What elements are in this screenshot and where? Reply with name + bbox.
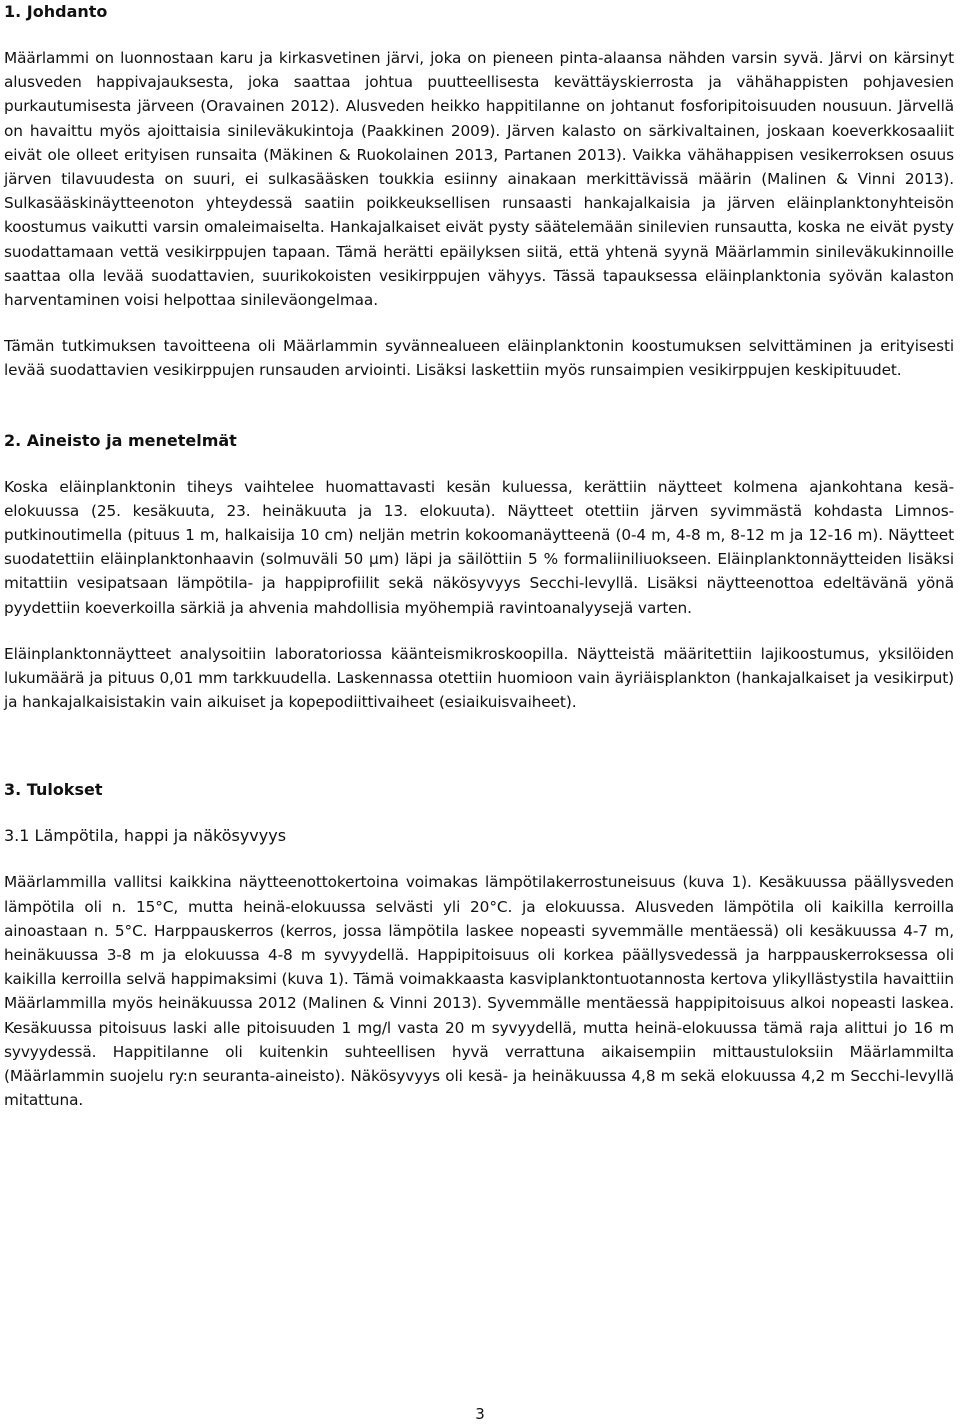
page-number: 3 <box>475 1405 485 1423</box>
section-heading-results: 3. Tulokset <box>4 780 103 800</box>
subsection-heading-temperature: 3.1 Lämpötila, happi ja näkösyvyys <box>4 826 287 846</box>
results-paragraph-1: Määrlammilla vallitsi kaikkina näytteenottokertoina voimakas lämpötilakerrostuneisuus (kuva 1). Kesäkuussa päällysveden lämpötila oli n. 15°C, mutta heinä-elokuussa selvästi yli 20°C. ja elokuussa. Alusveden lämpötila oli kaikilla kerroilla ainoastaan n. 5°C. Harppauskerros (kerros, jossa lämpötila laskee nopeasti syvemmälle mentäessä) oli kesäkuussa 4-7 m, heinäkuussa 3-8 m ja elokuussa 4-8 m syvyydellä. Happipitoisuus oli korkea päällysvedessä ja harppauskerroksessa oli kaikilla kerroilla selvä happimaksimi (kuva 1). Tämä voimakkaasta kasviplanktontuotannosta kertova ylikyllästystila havaittiin Määrlammilla myös heinäkuussa 2012 (Malinen & Vinni 2013). Syvemmälle mentäessä happipitoisuus alkoi nopeasti laskea. Kesäkuussa pitoisuus laski alle pitoisuuden 1 mg/l vasta 20 m syvyydellä, mutta heinä-elokuussa tämä raja alittui jo 16 m syvyydessä. Happitilanne oli kuitenkin suhteellisen hyvä verrattuna aikaisempiin mittaustuloksiin Määrlammilta (Määrlammin suojelu ry:n seuranta-aineisto). Näkösyvyys oli kesä- ja heinäkuussa 4,8 m sekä elokuussa 4,2 m Secchi-levyllä mitattuna. <box>4 873 954 1110</box>
methods-paragraph-1: Koska eläinplanktonin tiheys vaihtelee huomattavasti kesän kuluessa, kerättiin näytteet kolmena ajankohtana kesä-elokuussa (25. kesäkuuta, 23. heinäkuuta ja 13. elokuuta). Näytteet otettiin järven syvimmästä kohdasta Limnos-putkinoutimella (pituus 1 m, halkaisija 10 cm) neljän metrin kokoomanäytteenä (0-4 m, 4-8 m, 8-12 m ja 12-16 m). Näytteet suodatettiin eläinplanktonhaavin (solmuväli 50 µm) läpi ja säilöttiin 5 % formaliiniliuokseen. Eläinplanktonnäytteiden lisäksi mitattiin vesipatsaan lämpötila- ja happiprofiilit sekä näkösyvyys Secchi-levyllä. Lisäksi näytteenottoa edeltävänä yönä pyydettiin koeverkoilla särkiä ja ahvenia mahdollisia myöhempiä ravintoanalyysejä varten. <box>4 477 954 617</box>
section-heading-methods: 2. Aineisto ja menetelmät <box>4 430 237 450</box>
section-heading-intro: 1. Johdanto <box>4 2 108 21</box>
intro-paragraph-1: Määrlammi on luonnostaan karu ja kirkasvetinen järvi, joka on pieneen pinta-alaansa nähden varsin syvä. Järvi on kärsinyt alusveden happivajauksesta, joka saattaa johtua puutteellisesta kevättäyskierrosta ja vähähappisten pohjavesien purkautumisesta järveen (Oravainen 2012). Alusveden heikko happitilanne on johtanut fosforipitoisuuden nousuun. Järvellä on havaittu myös ajoittaisia sinileväkukintoja (Paakkinen 2009). Järven kalasto on särkivaltainen, joskaan koeverkkosaaliit eivät ole olleet erityisen runsaita (Mäkinen & Ruokolainen 2013, Partanen 2013). Vaikka vähähappisen vesikerroksen osuus järven tilavuudesta on suuri, ei sulkasääsken toukkia esiinny ainakaan merkittävissä määrin (Malinen & Vinni 2013). Sulkasääskinäytteenoton yhteydessä saatiin poikkeuksellisen runsaasti hankajalkaisia ja järven eläinplanktonyhteisön koostumus vaikutti varsin omaleimaiselta. Hankajalkaiset eivät pysty säätelemään sinilevien runsautta, koska ne eivät pysty suodattamaan vettä vesikirppujen tapaan. Tämä herätti epäilyksen siitä, että yhtenä syynä Määrlammin sinileväkukinnoille saattaa olla levää suodattavien, suurikokoisten vesikirppujen vähyys. Tässä tapauksessa eläinplanktonia syövän kalaston harventaminen voisi helpottaa sinileväongelmaa. <box>4 49 954 310</box>
page-content <box>4 0 954 1113</box>
intro-paragraph-2: Tämän tutkimuksen tavoitteena oli Määrlammin syvännealueen eläinplanktonin koostumuksen selvittäminen ja erityisesti levää suodattavien vesikirppujen runsauden arviointi. Lisäksi laskettiin myös runsaimpien vesikirppujen keskipituudet. <box>4 337 954 380</box>
methods-paragraph-2: Eläinplanktonnäytteet analysoitiin laboratoriossa käänteismikroskoopilla. Näytteistä määritettiin lajikoostumus, yksilöiden lukumäärä ja pituus 0,01 mm tarkkuudella. Laskennassa otettiin huomioon vain äyriäisplankton (hankajalkaiset ja vesikirput) ja hankajalkaisistakin vain aikuiset ja kopepodiittivaiheet (esiaikuisvaiheet). <box>4 644 954 712</box>
